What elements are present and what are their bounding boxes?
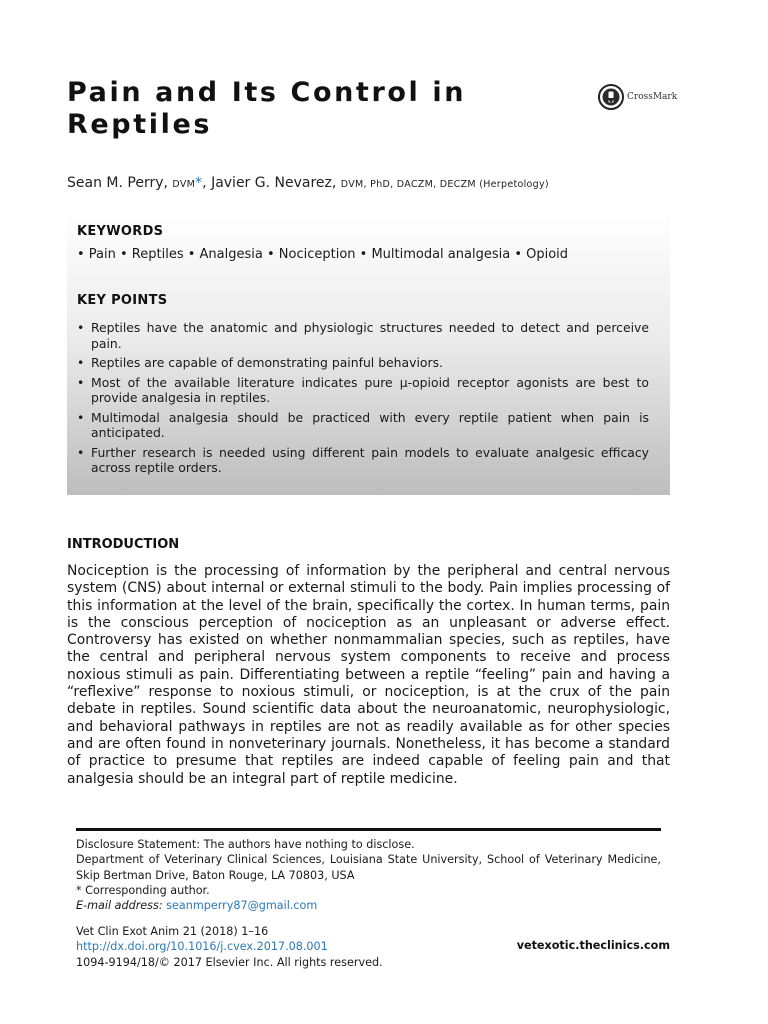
author-1-name: Sean M. Perry, — [67, 175, 168, 191]
email-line — [76, 898, 661, 913]
introduction-paragraph: Nociception is the processing of information by the peripheral and central nervous system (CNS) about internal or external stimuli to the body. Pain implies processing of this information at the level of the brain, specifically the cortex. In human terms, pain is the conscious perception of nociception as an unpleasant or adverse effect. Controversy has existed on whether nonmammalian species, such as reptiles, have the central and peripheral nervous system components to receive and process noxious stimuli as pain. Differentiating between a reptile “feeling” pain and having a “reflexive” response to noxious stimuli, or nociception, is at the crux of the pain debate in reptiles. Sound scientific data about the neuroanatomic, neurophysiologic, and behavioral pathways in reptiles are not as readily available as for other species and are often found in nonveterinary journals. Nonetheless, it has become a standard of practice to presume that reptiles are indeed capable of feeling pain and that analgesia should be an integral part of reptile medicine. — [67, 563, 670, 787]
corresponding-author-note: * Corresponding author. — [76, 883, 210, 897]
key-points-list — [77, 320, 649, 480]
copyright-line: 1094-9194/18/© 2017 Elsevier Inc. All rights reserved. — [76, 955, 383, 969]
title-line-1: Pain and Its Control in — [67, 77, 467, 108]
corresponding-author-mark[interactable]: * — [195, 175, 203, 191]
key-point-text: Multimodal analgesia should be practiced with every reptile patient when pain is anticipated. — [91, 409, 649, 440]
key-points-heading: KEY POINTS — [77, 293, 168, 308]
author-2-name: Javier G. Nevarez, — [211, 175, 337, 191]
key-point-text: Further research is needed using different pain models to evaluate analgesic efficacy across reptile orders. — [91, 444, 649, 475]
key-point-text: Reptiles are capable of demonstrating painful behaviors. — [91, 355, 443, 370]
keywords-keypoints-box — [67, 211, 670, 495]
key-point-item — [77, 445, 649, 476]
author-2-degrees: DVM, PhD, DACZM, DECZM (Herpetology) — [340, 179, 549, 190]
footnote-divider — [76, 828, 661, 831]
citation-block — [76, 924, 383, 970]
key-point-item — [77, 355, 649, 371]
bullet-icon: • — [77, 444, 85, 460]
key-point-item — [77, 320, 649, 351]
introduction-heading: INTRODUCTION — [67, 537, 180, 552]
bullet-icon: • — [77, 409, 85, 425]
article-title — [67, 77, 547, 141]
title-line-2: Reptiles — [67, 109, 213, 140]
email-label: E-mail address: — [76, 899, 163, 913]
keywords-list: • Pain • Reptiles • Analgesia • Nociception • Multimodal analgesia • Opioid — [77, 247, 569, 262]
bullet-icon: • — [77, 320, 85, 335]
key-point-item — [77, 375, 649, 406]
bullet-icon: • — [77, 374, 85, 390]
keywords-heading: KEYWORDS — [77, 224, 164, 239]
crossmark-badge[interactable] — [598, 84, 677, 110]
author-affiliation: Department of Veterinary Clinical Sciences, Louisiana State University, School of Veterinary Medicine, Skip Bertman Drive, Baton Rouge, LA 70803, USA — [76, 853, 661, 882]
crossmark-label: CrossMark — [627, 92, 678, 102]
crossmark-icon — [598, 84, 624, 110]
author-line — [67, 175, 549, 191]
email-link[interactable]: seanmperry87@gmail.com — [166, 899, 318, 913]
key-point-item — [77, 410, 649, 441]
journal-citation: Vet Clin Exot Anim 21 (2018) 1–16 — [76, 925, 269, 938]
key-point-text: Reptiles have the anatomic and physiologic structures needed to detect and perceive pain. — [91, 320, 649, 351]
author-1-degree: DVM — [172, 179, 196, 190]
bullet-icon: • — [77, 355, 85, 370]
journal-website[interactable]: vetexotic.theclinics.com — [516, 939, 670, 952]
doi-link[interactable]: http://dx.doi.org/10.1016/j.cvex.2017.08.001 — [76, 940, 328, 954]
footnotes — [76, 837, 661, 913]
author-separator: , — [202, 175, 207, 191]
key-point-text: Most of the available literature indicates pure μ-opioid receptor agonists are best to provide analgesia in reptiles. — [91, 374, 649, 405]
disclosure-statement: Disclosure Statement: The authors have nothing to disclose. — [76, 838, 415, 851]
